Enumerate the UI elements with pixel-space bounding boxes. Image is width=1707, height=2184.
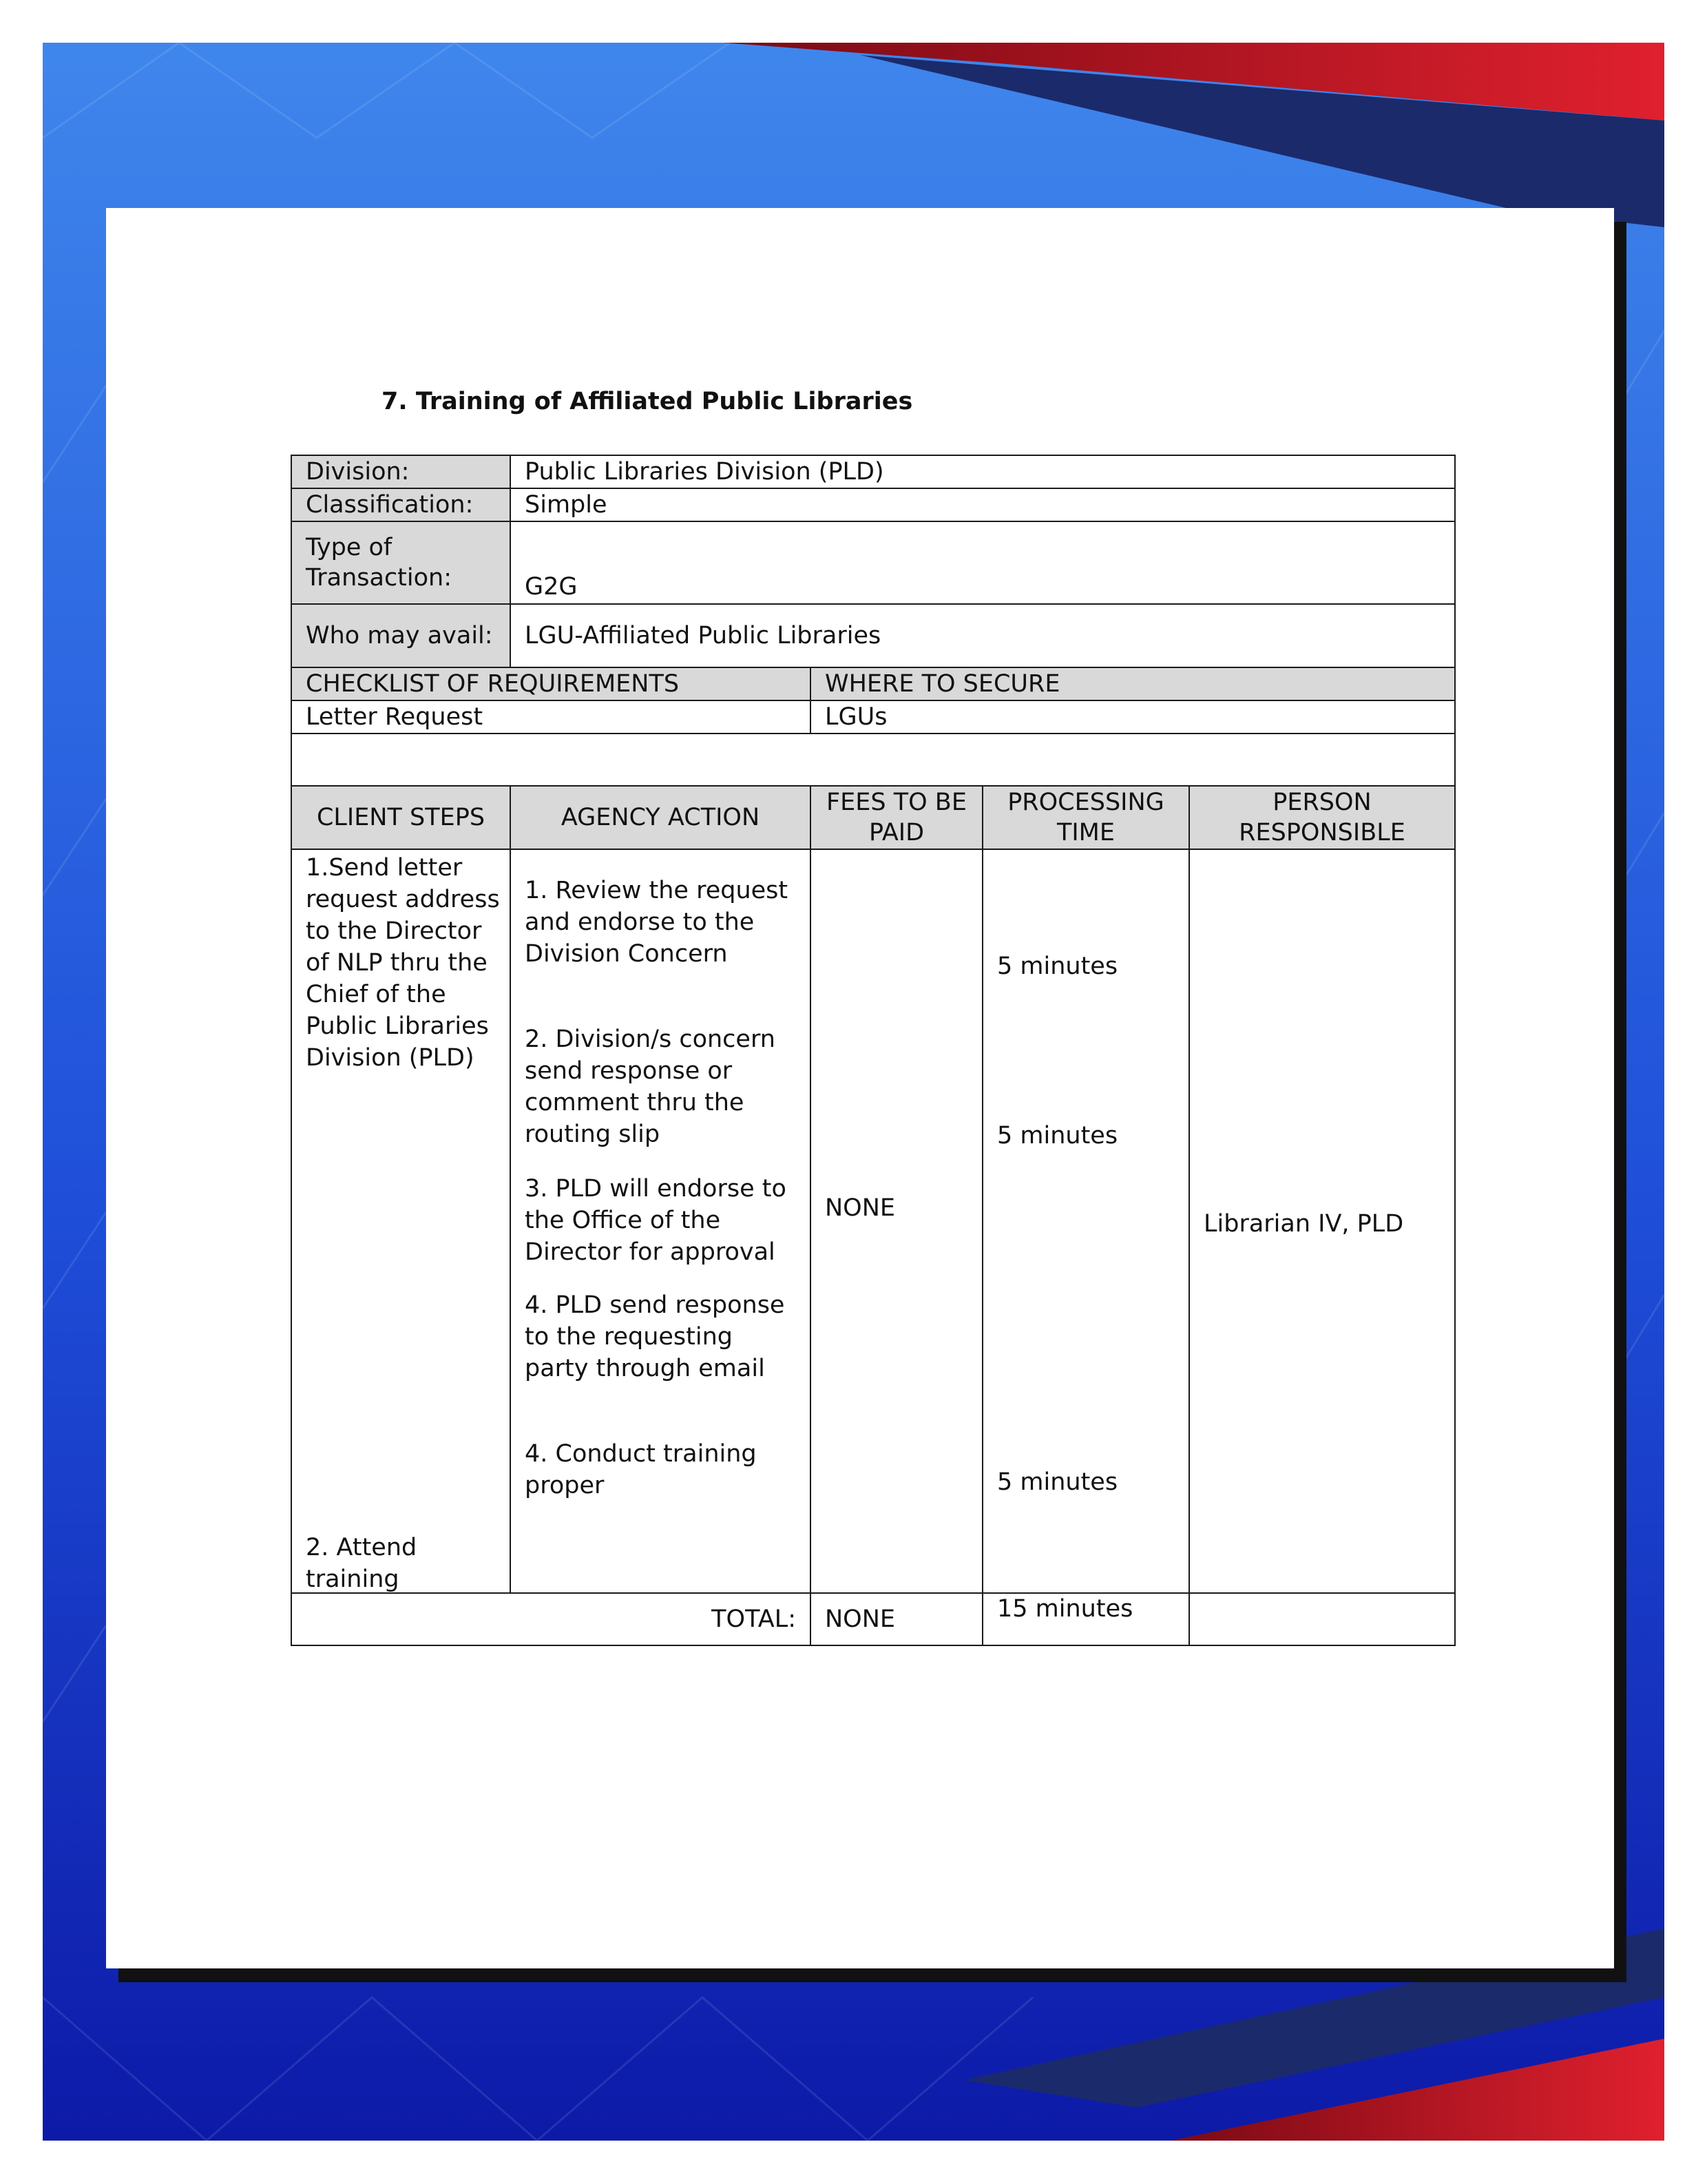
- division-label: Division:: [291, 455, 510, 488]
- client-steps-header: CLIENT STEPS: [291, 786, 510, 849]
- fees-value: NONE: [825, 1194, 896, 1222]
- who-may-avail-value: LGU-Affiliated Public Libraries: [510, 604, 1455, 667]
- agency-action-1: 1. Review the request and endorse to the Division Concern: [525, 877, 788, 968]
- agency-action-header: AGENCY ACTION: [510, 786, 810, 849]
- classification-value: Simple: [510, 488, 1455, 521]
- checklist-header: CHECKLIST OF REQUIREMENTS: [291, 667, 810, 700]
- agency-action-4: 4. PLD send response to the requesting party through email: [525, 1291, 785, 1382]
- person-responsible-value: Librarian IV, PLD: [1204, 1210, 1404, 1238]
- processing-time-2: 5 minutes: [997, 1122, 1118, 1150]
- requirement-item: Letter Request: [291, 700, 810, 734]
- table-spacer-row: [291, 733, 1456, 785]
- total-fees: NONE: [810, 1593, 983, 1645]
- processing-time-header: PROCESSING TIME: [983, 786, 1189, 849]
- transaction-type-label: Type of Transaction:: [291, 521, 510, 604]
- where-to-secure-header: WHERE TO SECURE: [810, 667, 1455, 700]
- requirement-source: LGUs: [810, 700, 1455, 734]
- fees-header: FEES TO BE PAID: [810, 786, 983, 849]
- agency-action-2: 2. Division/s concern send response or comment thru the routing slip: [525, 1026, 775, 1148]
- total-person: [1189, 1593, 1455, 1645]
- classification-label: Classification:: [291, 488, 510, 521]
- service-info-table: [291, 455, 1456, 734]
- processing-time-1: 5 minutes: [997, 953, 1118, 980]
- client-step-1: 1.Send letter request address to the Director of NLP thru the Chief of the Public Libraries Division (PLD): [306, 854, 500, 1072]
- agency-action-5: 4. Conduct training proper: [525, 1440, 757, 1499]
- client-step-2: 2. Attend training: [306, 1534, 417, 1593]
- total-label: TOTAL:: [291, 1593, 810, 1645]
- processing-time-3: 5 minutes: [997, 1468, 1118, 1496]
- person-responsible-header: PERSON RESPONSIBLE: [1189, 786, 1455, 849]
- who-may-avail-label: Who may avail:: [291, 604, 510, 667]
- service-title: 7. Training of Affiliated Public Libraries: [381, 388, 913, 415]
- agency-action-3: 3. PLD will endorse to the Office of the Director for approval: [525, 1175, 786, 1266]
- division-value: Public Libraries Division (PLD): [510, 455, 1455, 488]
- transaction-type-value: G2G: [510, 521, 1455, 604]
- total-time: 15 minutes: [983, 1593, 1189, 1645]
